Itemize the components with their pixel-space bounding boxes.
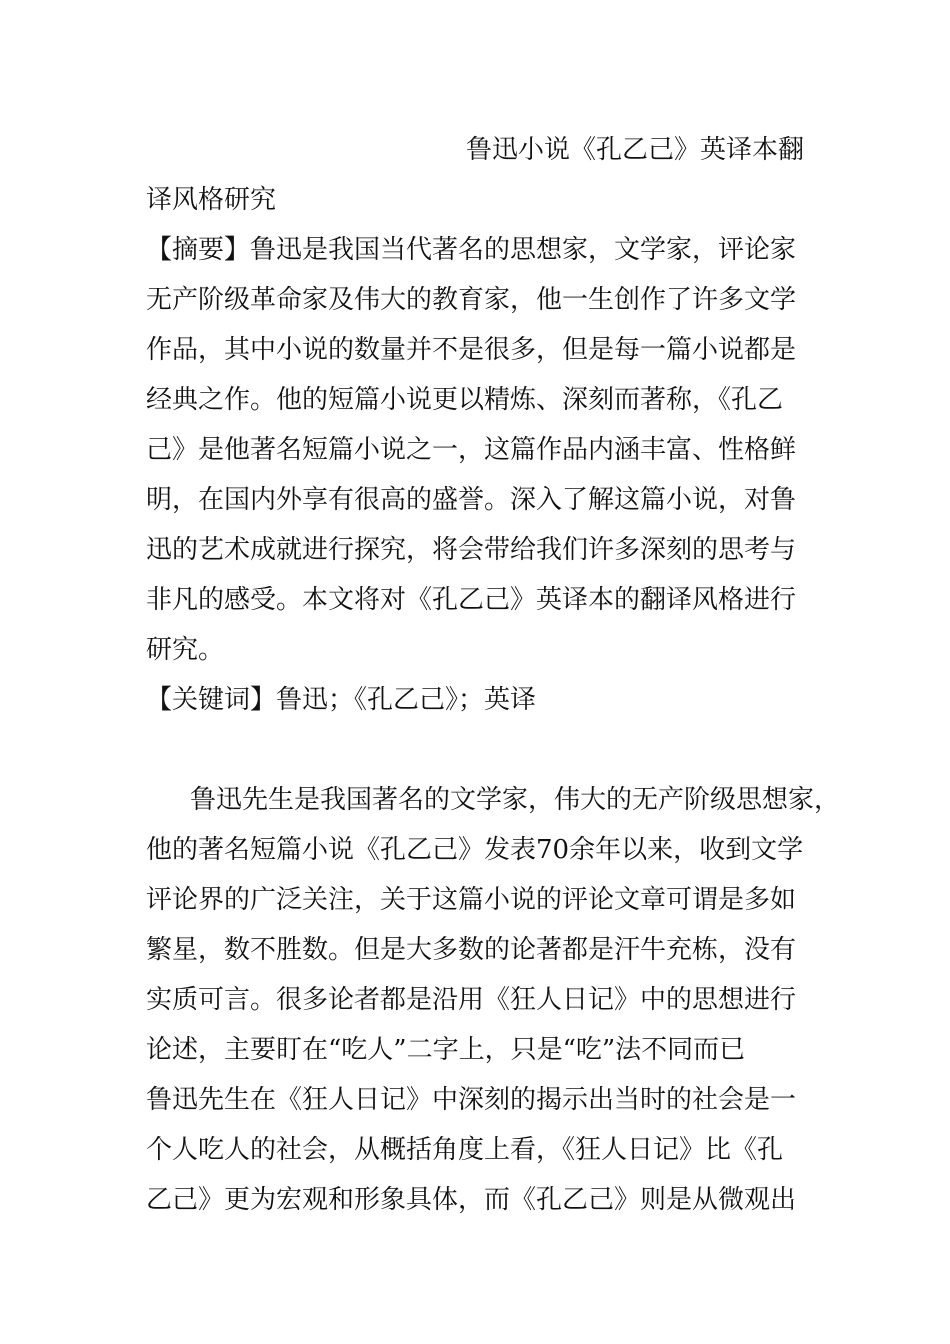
keywords-line: 【关键词】鲁迅；《孔乙己》；英译 xyxy=(146,685,537,715)
body-line: 鲁迅先生在《狂人日记》中深刻的揭示出当时的社会是一 xyxy=(146,1085,797,1115)
abstract-line: 【摘要】鲁迅是我国当代著名的思想家，文学家，评论家 xyxy=(146,235,797,265)
body-line: 个人吃人的社会，从概括角度上看，《狂人日记》比《孔 xyxy=(146,1135,784,1165)
abstract-line: 己》是他著名短篇小说之一，这篇作品内涵丰富、性格鲜 xyxy=(146,435,797,465)
abstract-line: 研究。 xyxy=(146,635,225,665)
body-line: 评论界的广泛关注，关于这篇小说的评论文章可谓是多如 xyxy=(146,885,797,915)
body-line: 实质可言。很多论者都是沿用《狂人日记》中的思想进行 xyxy=(146,985,797,1015)
body-line: 乙己》更为宏观和形象具体，而《孔乙己》则是从微观出 xyxy=(146,1185,797,1215)
document-title-line-1: 鲁迅小说《孔乙己》英译本翻 xyxy=(466,135,805,165)
document-title-line-2: 译风格研究 xyxy=(146,185,277,215)
body-line: 繁星，数不胜数。但是大多数的论著都是汗牛充栋，没有 xyxy=(146,935,797,965)
abstract-line: 无产阶级革命家及伟大的教育家，他一生创作了许多文学 xyxy=(146,285,797,315)
body-line: 鲁迅先生是我国著名的文学家，伟大的无产阶级思想家， xyxy=(190,785,841,815)
abstract-line: 经典之作。他的短篇小说更以精炼、深刻而著称，《孔乙 xyxy=(146,385,784,415)
body-line: 论述，主要盯在“吃人”二字上，只是“吃”法不同而已 xyxy=(146,1035,746,1065)
abstract-line: 明，在国内外享有很高的盛誉。深入了解这篇小说，对鲁 xyxy=(146,485,797,515)
abstract-line: 迅的艺术成就进行探究，将会带给我们许多深刻的思考与 xyxy=(146,535,797,565)
body-line: 他的著名短篇小说《孔乙己》发表70余年以来，收到文学 xyxy=(146,835,804,865)
abstract-line: 非凡的感受。本文将对《孔乙己》英译本的翻译风格进行 xyxy=(146,585,797,615)
abstract-line: 作品，其中小说的数量并不是很多，但是每一篇小说都是 xyxy=(146,335,797,365)
